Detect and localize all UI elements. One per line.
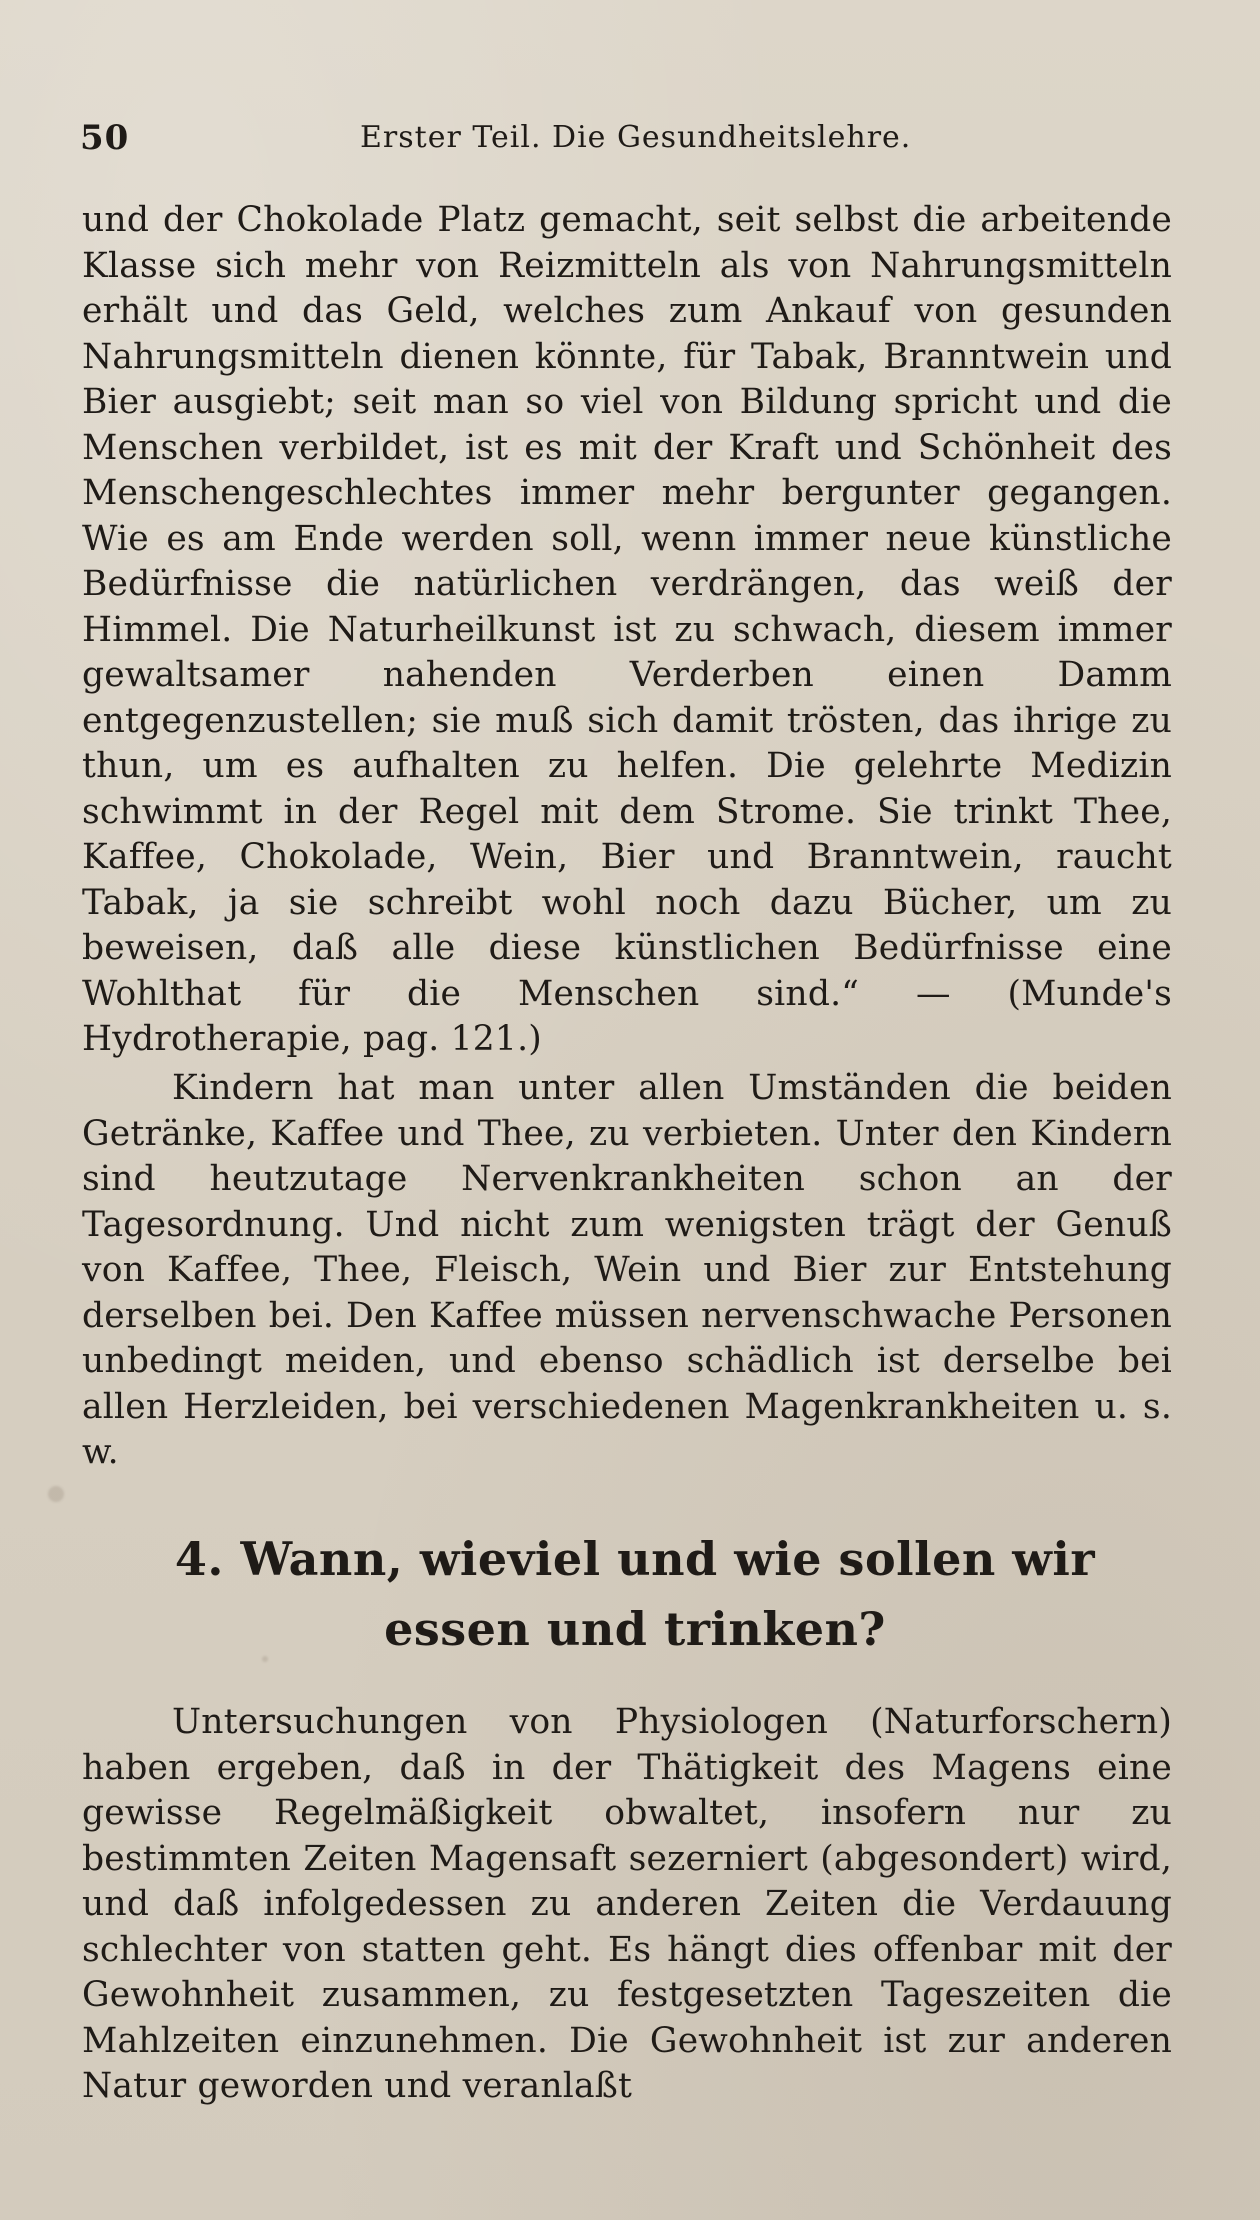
page-header [80, 118, 1180, 168]
section-title: Wann, wieviel und wie sollen wir essen und trinken? [240, 1532, 1096, 1656]
section-heading [145, 1524, 1125, 1664]
paragraph-1: und der Chokolade Platz gemacht, seit selbst die arbeitende Klasse sich mehr von Reizmitteln als von Nahrungsmitteln erhält und das Geld, welches zum Ankauf von gesunden Nahrungsmitteln dienen könnte, für Tabak, Branntwein und Bier ausgiebt; seit man so viel von Bildung spricht und die Menschen verbildet, ist es mit der Kraft und Schönheit des Menschengeschlechtes immer mehr bergunter gegangen. Wie es am Ende werden soll, wenn immer neue künstliche Bedürfnisse die natürlichen verdrängen, das weiß der Himmel. Die Naturheilkunst ist zu schwach, diesem immer gewaltsamer nahenden Verderben einen Damm entgegenzustellen; sie muß sich damit trösten, das ihrige zu thun, um es aufhalten zu helfen. Die gelehrte Medizin schwimmt in der Regel mit dem Strome. Sie trinkt Thee, Kaffee, Chokolade, Wein, Bier und Branntwein, raucht Tabak, ja sie schreibt wohl noch dazu Bücher, um zu beweisen, daß alle diese künstlichen Bedürfnisse eine Wohlthat für die Menschen sind.“ — (Munde's Hydrotherapie, pag. 121.) [82, 200, 1172, 1059]
running-head: Erster Teil. Die Gesundheitslehre. [360, 120, 912, 155]
paragraph-3: Untersuchungen von Physiologen (Naturforschern) haben ergeben, daß in der Thätigkeit des Magens eine gewisse Regelmäßigkeit obwaltet, insofern nur zu bestimmten Zeiten Magensaft sezerniert (abgesondert) wird, und daß infolgedessen zu anderen Zeiten die Verdauung schlechter von statten geht. Es hängt dies offenbar mit der Gewohnheit zusammen, zu festgesetzten Tageszeiten die Mahlzeiten einzunehmen. Die Gewohnheit ist zur anderen Natur geworden und veranlaßt [82, 1702, 1172, 2106]
paragraph-2: Kindern hat man unter allen Umständen die beiden Getränke, Kaffee und Thee, zu verbieten. Unter den Kindern sind heutzutage Nervenkrankheiten schon an der Tagesordnung. Und nicht zum wenigsten trägt der Genuß von Kaffee, Thee, Fleisch, Wein und Bier zur Entstehung derselben bei. Den Kaffee müssen nervenschwache Personen unbedingt meiden, und ebenso schädlich ist derselbe bei allen Herzleiden, bei verschiedenen Magenkrankheiten u. s. w. [82, 1068, 1172, 1472]
paper-stain [48, 1486, 64, 1502]
section-number: 4. [174, 1532, 224, 1586]
page-number: 50 [80, 118, 130, 158]
